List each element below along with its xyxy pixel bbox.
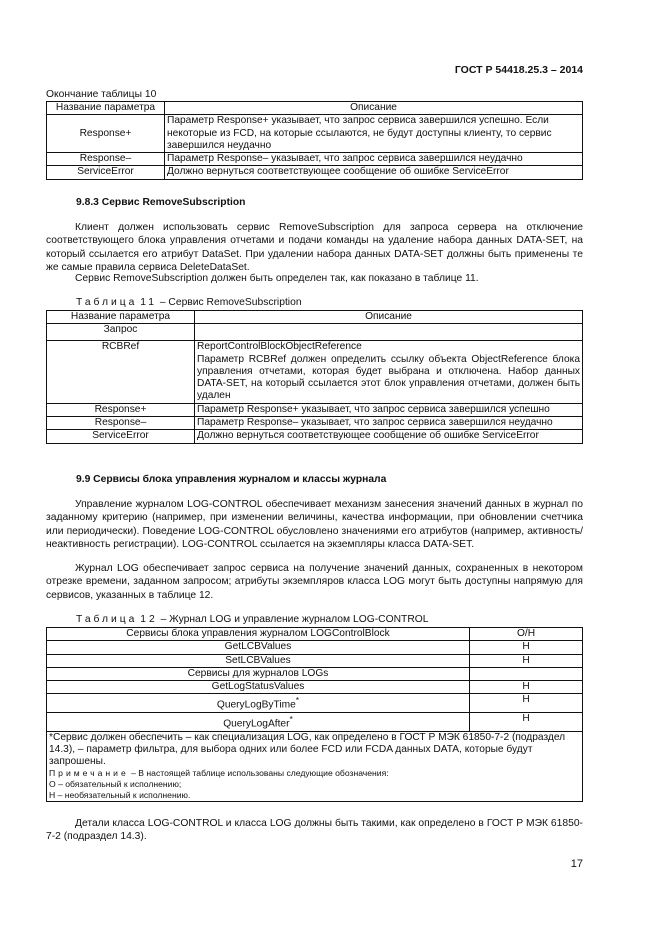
param-name: RCBRef xyxy=(47,341,195,403)
caption-text: – Журнал LOG и управление журналом LOG-CONTROL xyxy=(160,614,429,625)
param-name: Response+ xyxy=(47,403,195,416)
table-header-cell: Название параметра xyxy=(47,311,195,324)
param-description: Должно вернуться соответствующее сообщение об ошибке ServiceError xyxy=(165,166,583,179)
requirement: Н xyxy=(470,694,583,713)
param-name: ServiceError xyxy=(47,430,195,443)
paragraph: Управление журналом LOG-CONTROL обеспечивает механизм занесения значений данных в журнал по заданному критерию (например, при изменении величины, качества информации, при обновлении счетчика или периодически). Поведение LOG-CONTROL обусловлено значениями его атрибутов (например, активность/неактивность регистрации). LOG-CONTROL ссылается на экземпляры класса DATA-SET. xyxy=(46,499,583,551)
param-description xyxy=(195,341,583,403)
table-header-row xyxy=(47,628,583,641)
service-label: QueryLogAfter xyxy=(223,718,290,730)
table-notes xyxy=(47,731,583,801)
table-row xyxy=(47,694,583,713)
requirement xyxy=(470,667,583,680)
caption-word: Таблица xyxy=(76,614,138,625)
param-name: Response– xyxy=(47,417,195,430)
caption-text: – Сервис RemoveSubscription xyxy=(159,297,302,308)
service-name: GetLCBValues xyxy=(47,641,470,654)
param-description: Параметр Response+ указывает, что запрос сервиса завершился успешно xyxy=(195,403,583,416)
param-description: Параметр Response– указывает, что запрос сервиса завершился неудачно xyxy=(195,417,583,430)
table-header-cell: Название параметра xyxy=(47,102,165,115)
service-name: SetLCBValues xyxy=(47,654,470,667)
caption-number: 11 xyxy=(140,297,157,308)
table-header-row xyxy=(47,102,583,115)
paragraph: Детали класса LOG-CONTROL и класса LOG должны быть такими, как определено в ГОСТ Р МЭК 61850-7-2 (подраздел 14.3). xyxy=(46,818,583,843)
table-header-cell: О/Н xyxy=(470,628,583,641)
table-header-cell: Описание xyxy=(195,311,583,324)
param-description: Должно вернуться соответствующее сообщение об ошибке ServiceError xyxy=(195,430,583,443)
table-footnote: *Сервис должен обеспечить – как специализация LOG, как определено в ГОСТ Р МЭК 61850-7-2 (подраздел 14.3), – параметр фильтра, для выбора одних или более FCD или FCDA данных DATA, которые будут запрошены. xyxy=(49,731,566,767)
service-label: QueryLogByTime xyxy=(216,699,296,711)
param-description: Параметр Response– указывает, что запрос сервиса завершился неудачно xyxy=(165,153,583,166)
requirement: Н xyxy=(470,681,583,694)
note-legend-o: О – обязательный к исполнению; xyxy=(49,778,182,789)
table-row xyxy=(47,115,583,153)
param-name: Response+ xyxy=(47,115,165,153)
table-row xyxy=(47,153,583,166)
table11-caption xyxy=(76,297,302,308)
table-row xyxy=(47,681,583,694)
table-row xyxy=(47,430,583,443)
param-text: Параметр RCBRef должен определить ссылку объекта ObjectReference блока управления отчетами, которая будет выбрана и отключена. Набор данных DATA-SET, на который ссылается этот блок управления отчетами, должен быть удален xyxy=(197,353,580,402)
table-row xyxy=(47,417,583,430)
note-legend-n: Н – необязательный к исполнению. xyxy=(49,789,191,800)
paragraph: Сервис RemoveSubscription должен быть определен так, как показано в таблице 11. xyxy=(75,273,479,284)
table-notes-row xyxy=(47,731,583,801)
table-header-cell: Сервисы блока управления журналом LOGControlBlock xyxy=(47,628,470,641)
table12 xyxy=(46,627,583,802)
service-name: GetLogStatusValues xyxy=(47,681,470,694)
table10-caption: Окончание таблицы 10 xyxy=(46,89,157,100)
table-row xyxy=(47,667,583,680)
service-group-name: Сервисы для журналов LOGs xyxy=(47,667,470,680)
param-name: Запрос xyxy=(47,324,195,341)
note-word: Примечание xyxy=(49,767,129,778)
service-name xyxy=(47,694,470,713)
param-name: Response– xyxy=(47,153,165,166)
table-note xyxy=(49,768,580,779)
requirement: Н xyxy=(470,641,583,654)
param-description: Параметр Response+ указывает, что запрос сервиса завершился успешно. Если некоторые из FCD, на которые ссылаются, не будут доступны клиенту, то сервис завершился неудачно xyxy=(165,115,583,153)
section-heading: 9.9 Сервисы блока управления журналом и классы журнала xyxy=(76,474,387,485)
caption-number: 12 xyxy=(140,614,158,625)
section-heading: 9.8.3 Сервис RemoveSubscription xyxy=(76,197,246,208)
table-row xyxy=(47,341,583,403)
param-type: ReportControlBlockObjectReference xyxy=(197,341,362,353)
page-number: 17 xyxy=(570,858,583,870)
table-row xyxy=(47,713,583,732)
paragraph: Журнал LOG обеспечивает запрос сервиса на получение значений данных, сохраненных в некотором отрезке времени, заданном запросом; атрибуты экземпляров класса LOG могут быть доступны напрямую для сервисов, указанных в таблице 12. xyxy=(46,563,583,601)
table-row xyxy=(47,403,583,416)
document-header: ГОСТ Р 54418.25.3 – 2014 xyxy=(454,64,583,76)
footnote-mark: * xyxy=(289,714,293,725)
note-text: – В настоящей таблице использованы следующие обозначения: xyxy=(131,767,389,778)
table-row xyxy=(47,641,583,654)
table10 xyxy=(46,101,583,180)
service-name xyxy=(47,713,470,732)
table11 xyxy=(46,310,583,444)
table-row xyxy=(47,324,583,341)
table-row xyxy=(47,654,583,667)
param-description xyxy=(195,324,583,341)
footnote-mark: * xyxy=(295,695,300,706)
table-header-row xyxy=(47,311,583,324)
caption-word: Таблица xyxy=(76,297,138,308)
table-header-cell: Описание xyxy=(165,102,583,115)
requirement: Н xyxy=(470,713,583,732)
requirement: Н xyxy=(470,654,583,667)
table-row xyxy=(47,166,583,179)
paragraph: Клиент должен использовать сервис RemoveSubscription для запроса сервера на отключение соответствующего блока управления отчетами и подачи команды на удаление набора данных DATA-SET, на который ссылается его атрибут DataSet. При удалении набора данных DATA-SET должны быть применены те же самые правила сервиса DeleteDataSet. xyxy=(46,222,583,274)
table12-caption xyxy=(76,614,429,625)
param-name: ServiceError xyxy=(47,166,165,179)
